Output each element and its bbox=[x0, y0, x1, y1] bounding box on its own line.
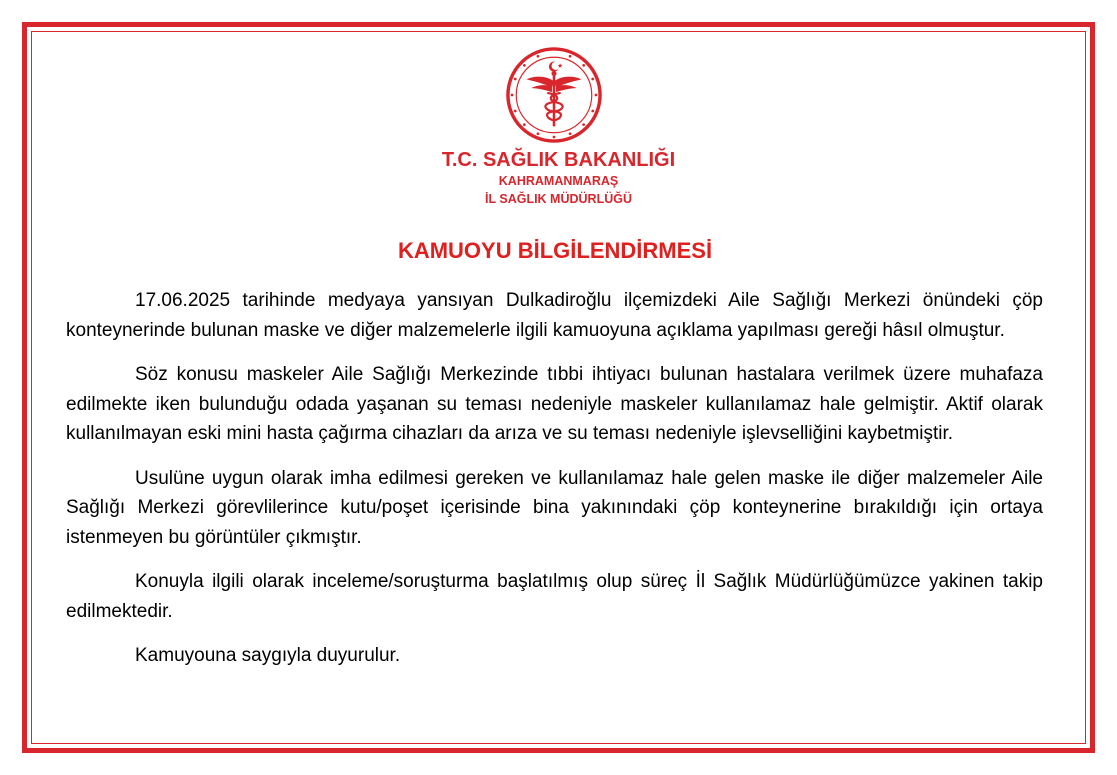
directorate-name: İL SAĞLIK MÜDÜRLÜĞÜ bbox=[485, 192, 632, 206]
paragraph: Usulüne uygun olarak imha edilmesi gereken ve kullanılamaz hale gelen maske ile diğer malzemeler Aile Sağlığı Merkezi görevlilerince kutu/poşet içerisinde bina yakınındaki çöp konteynerine bırakıldığı için ortaya istenmeyen bu görüntüler çıkmıştır. bbox=[66, 467, 1043, 548]
emblem-star bbox=[582, 123, 585, 126]
emblem-star bbox=[591, 78, 594, 81]
document-heading: KAMUOYU BİLGİLENDİRMESİ bbox=[397, 238, 713, 263]
emblem-star bbox=[553, 136, 556, 139]
emblem-star bbox=[595, 94, 598, 97]
emblem-star bbox=[537, 132, 540, 135]
document-body bbox=[66, 286, 1043, 686]
emblem-star bbox=[511, 94, 514, 97]
emblem-star bbox=[514, 110, 517, 113]
emblem-star bbox=[523, 123, 526, 126]
emblem-star bbox=[523, 64, 526, 67]
paragraph: Konuyla ilgili olarak inceleme/soruşturma başlatılmış olup süreç İl Sağlık Müdürlüğümüzce yakinen takip edilmektedir. bbox=[66, 571, 1043, 622]
paragraph: 17.06.2025 tarihinde medyaya yansıyan Dulkadiroğlu ilçemizdeki Aile Sağlığı Merkezi önündeki çöp konteynerinde bulunan maske ve diğer malzemelerle ilgili kamuoyuna açıklama yapılması gereği hâsıl olmuştur. bbox=[66, 290, 1043, 341]
emblem-star bbox=[569, 132, 572, 135]
emblem-star bbox=[569, 55, 572, 58]
paragraph: Söz konusu maskeler Aile Sağlığı Merkezinde tıbbi ihtiyacı bulunan hastalara verilmek üzere muhafaza edilmekte iken bulunduğu odada yaşanan su teması nedeniyle maskeler kullanılamaz hale gelmiştir. Aktif olarak kullanılmayan eski mini hasta çağırma cihazları da arıza ve su teması nedeniyle işlevselliğini kaybetmiştir. bbox=[66, 364, 1043, 444]
emblem-star bbox=[591, 110, 594, 113]
paragraph: Kamuyouna saygıyla duyurulur. bbox=[135, 645, 401, 666]
emblem-star bbox=[582, 64, 585, 67]
ministry-name: T.C. SAĞLIK BAKANLIĞI bbox=[441, 149, 676, 171]
emblem-star bbox=[537, 55, 540, 58]
province-name: KAHRAMANMARAŞ bbox=[498, 174, 619, 188]
emblem-star bbox=[514, 78, 517, 81]
ministry-of-health-emblem-icon bbox=[505, 46, 603, 144]
